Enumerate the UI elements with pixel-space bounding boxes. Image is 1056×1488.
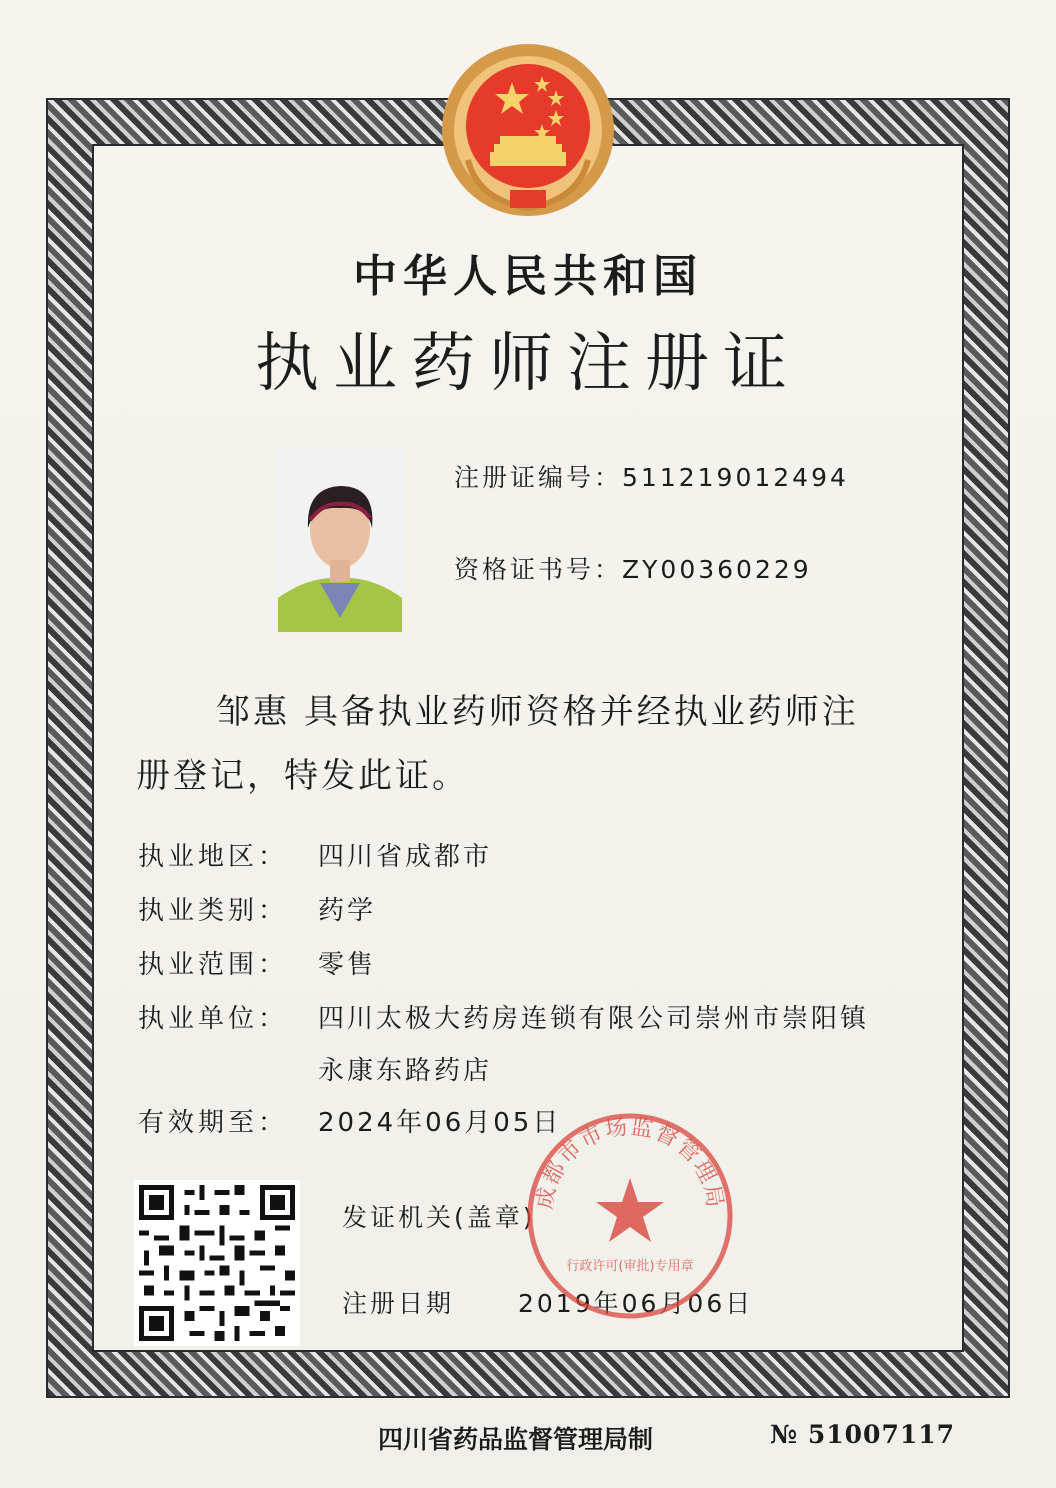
scope-label: 执业范围： [138,950,289,980]
footer-serial-number: № 51007117 [770,1420,956,1449]
region-value: 四川省成都市 [318,842,493,872]
valid-until-label: 有效期至： [138,1108,289,1138]
scope-value: 零售 [318,950,377,980]
registration-number [454,458,849,494]
qualification-number [454,550,812,586]
unit-value-line2: 永康东路药店 [318,1056,493,1086]
holder-photo [278,448,402,632]
registration-date-value: 2019年06月06日 [518,1289,754,1318]
holder-name: 邹惠 [216,692,290,732]
registration-number-value: 511219012494 [622,463,849,492]
unit-label: 执业单位： [138,1004,289,1034]
registration-date-label: 注册日期 [342,1289,455,1318]
official-seal [524,1110,736,1322]
statement [136,680,936,808]
statement-line1: 具备执业药师资格并经执业药师注 [303,692,859,732]
category-value: 药学 [318,896,377,926]
qualification-number-value: ZY00360229 [622,555,812,584]
qr-code [134,1180,300,1346]
country-title: 中华人民共和国 [353,251,703,302]
valid-until-value: 2024年06月05日 [318,1108,562,1138]
category-label: 执业类别： [138,896,289,926]
unit-value-line1: 四川太极大药房连锁有限公司崇州市崇阳镇 [318,1004,870,1034]
national-emblem-icon [438,40,618,220]
qualification-number-label: 资格证书号： [454,555,623,584]
statement-line2: 册登记，特发此证。 [136,756,469,796]
footer-issuer: 四川省药品监督管理局制 [378,1425,654,1454]
region-label: 执业地区： [138,842,289,872]
seal-text-bottom: 行政许可(审批)专用章 [566,1259,694,1274]
certificate-title: 执业药师注册证 [255,327,801,401]
registration-number-label: 注册证编号： [454,463,623,492]
issuing-authority-label: 发证机关(盖章) [342,1203,536,1232]
seal-text-top: 成都市市场监督管理局 [532,1114,728,1212]
